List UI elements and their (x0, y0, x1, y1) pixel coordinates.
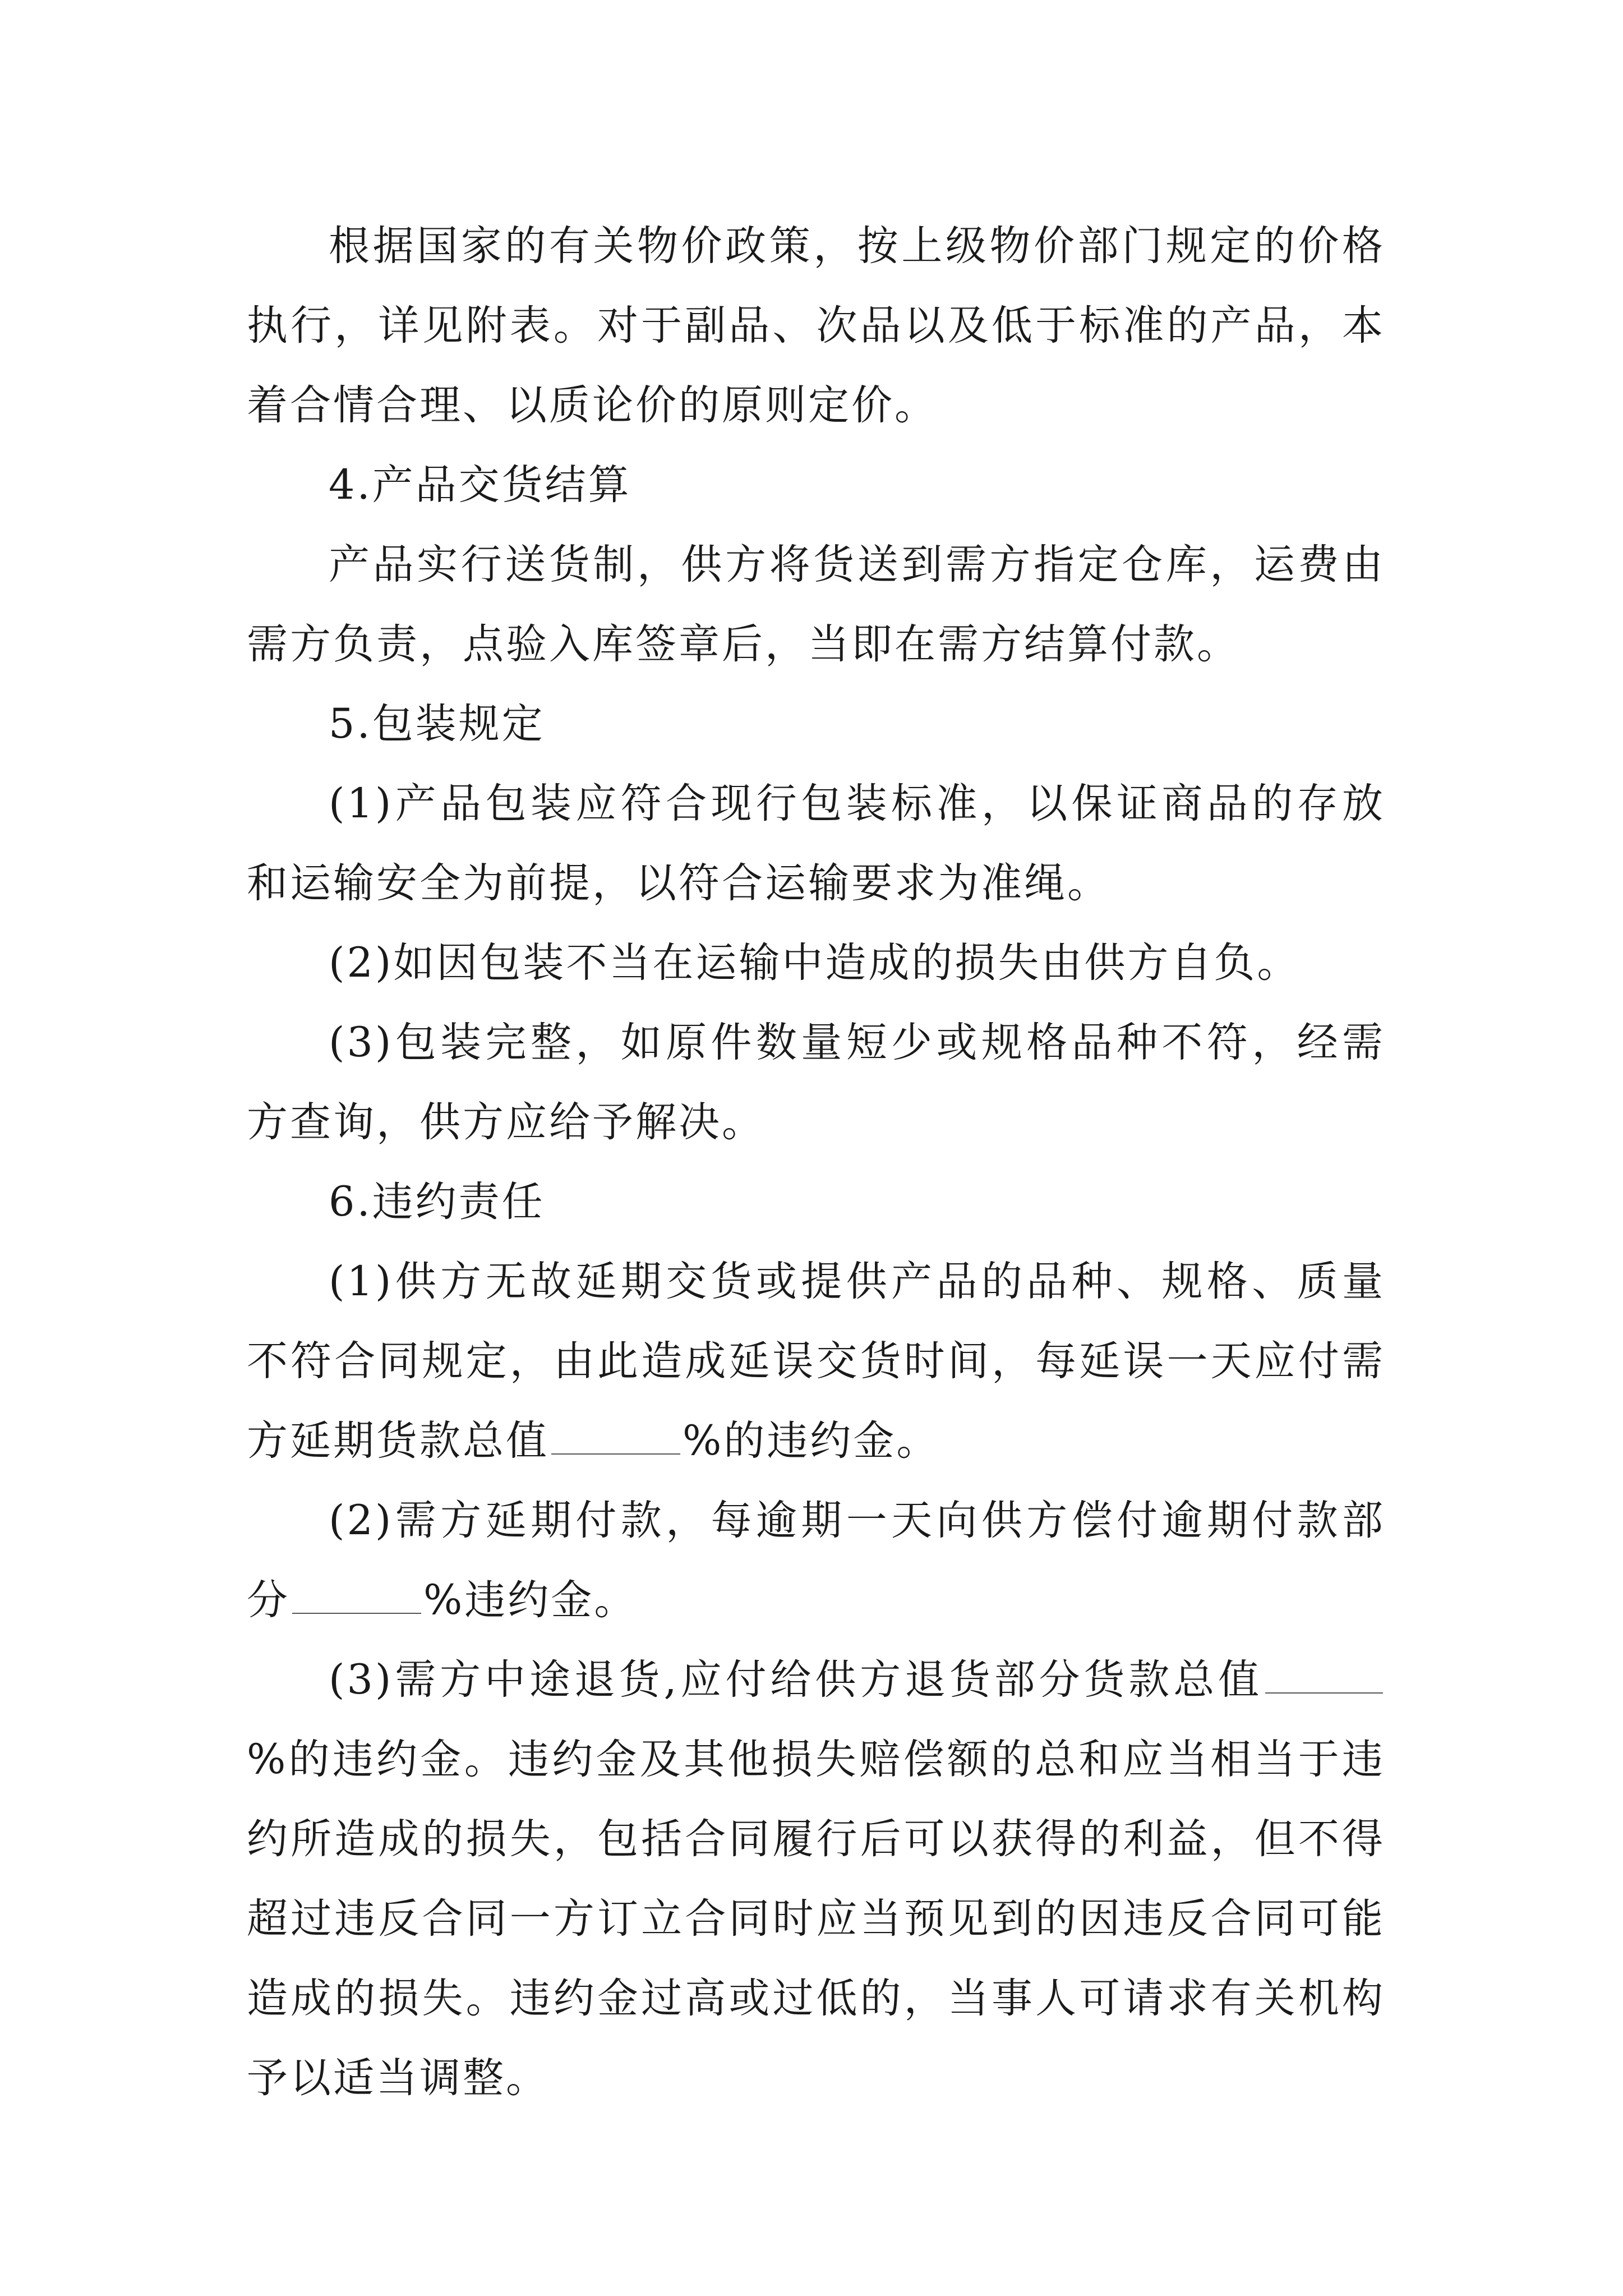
delivery-paragraph: 产品实行送货制，供方将货送到需方指定仓库，运费由需方负责，点验入库签章后，当即在需方结算付款。 (247, 541, 1385, 668)
section-heading-delivery-settlement: 4.产品交货结算 (329, 461, 631, 509)
liability-clause-2 (247, 1481, 1385, 1640)
section-heading-packaging: 5.包装规定 (329, 700, 545, 748)
packaging-clause-1: (1)产品包装应符合现行包装标准，以保证商品的存放和运输安全为前提，以符合运输要求为准绳。 (247, 780, 1385, 907)
liability-clause-1-text: (1)供方无故延期交货或提供产品的品种、规格、质量不符合同规定，由此造成延误交货时间，每延误一天应付需方延期货款总值 (247, 1258, 1385, 1465)
liability-clause-2-text: (2)需方延期付款，每逾期一天向供方偿付逾期付款部分 (247, 1497, 1385, 1624)
packaging-clause-2: (2)如因包装不当在运输中造成的损失由供方自负。 (329, 939, 1301, 987)
packaging-clause-3: (3)包装完整，如原件数量短少或规格品种不符，经需方查询，供方应给予解决。 (247, 1019, 1385, 1146)
section-heading-liability: 6.违约责任 (329, 1178, 545, 1226)
fill-in-blank-percent-2[interactable] (292, 1578, 421, 1614)
liability-clause-2-suffix: %违约金。 (423, 1576, 638, 1624)
liability-clause-3 (247, 1640, 1385, 2118)
liability-clause-1 (247, 1242, 1385, 1481)
liability-clause-3-text: (3)需方中途退货,应付给供方退货部分货款总值 (329, 1656, 1263, 1704)
liability-clause-1-suffix: %的违约金。 (683, 1417, 940, 1465)
liability-clause-3-suffix: %的违约金。违约金及其他损失赔偿额的总和应当相当于违约所造成的损失，包括合同履行后可以获得的利益，但不得超过违反合同一方订立合同时应当预见到的因违反合同可能造成的损失。违约金过高或过低的，当事人可请求有关机构予以适当调整。 (247, 1736, 1385, 2102)
pricing-paragraph: 根据国家的有关物价政策，按上级物价部门规定的价格执行，详见附表。对于副品、次品以及低于标准的产品，本着合情合理、以质论价的原则定价。 (247, 222, 1385, 429)
fill-in-blank-percent-3[interactable] (1265, 1658, 1383, 1694)
document-body (247, 206, 1385, 2118)
fill-in-blank-percent-1[interactable] (551, 1419, 680, 1455)
